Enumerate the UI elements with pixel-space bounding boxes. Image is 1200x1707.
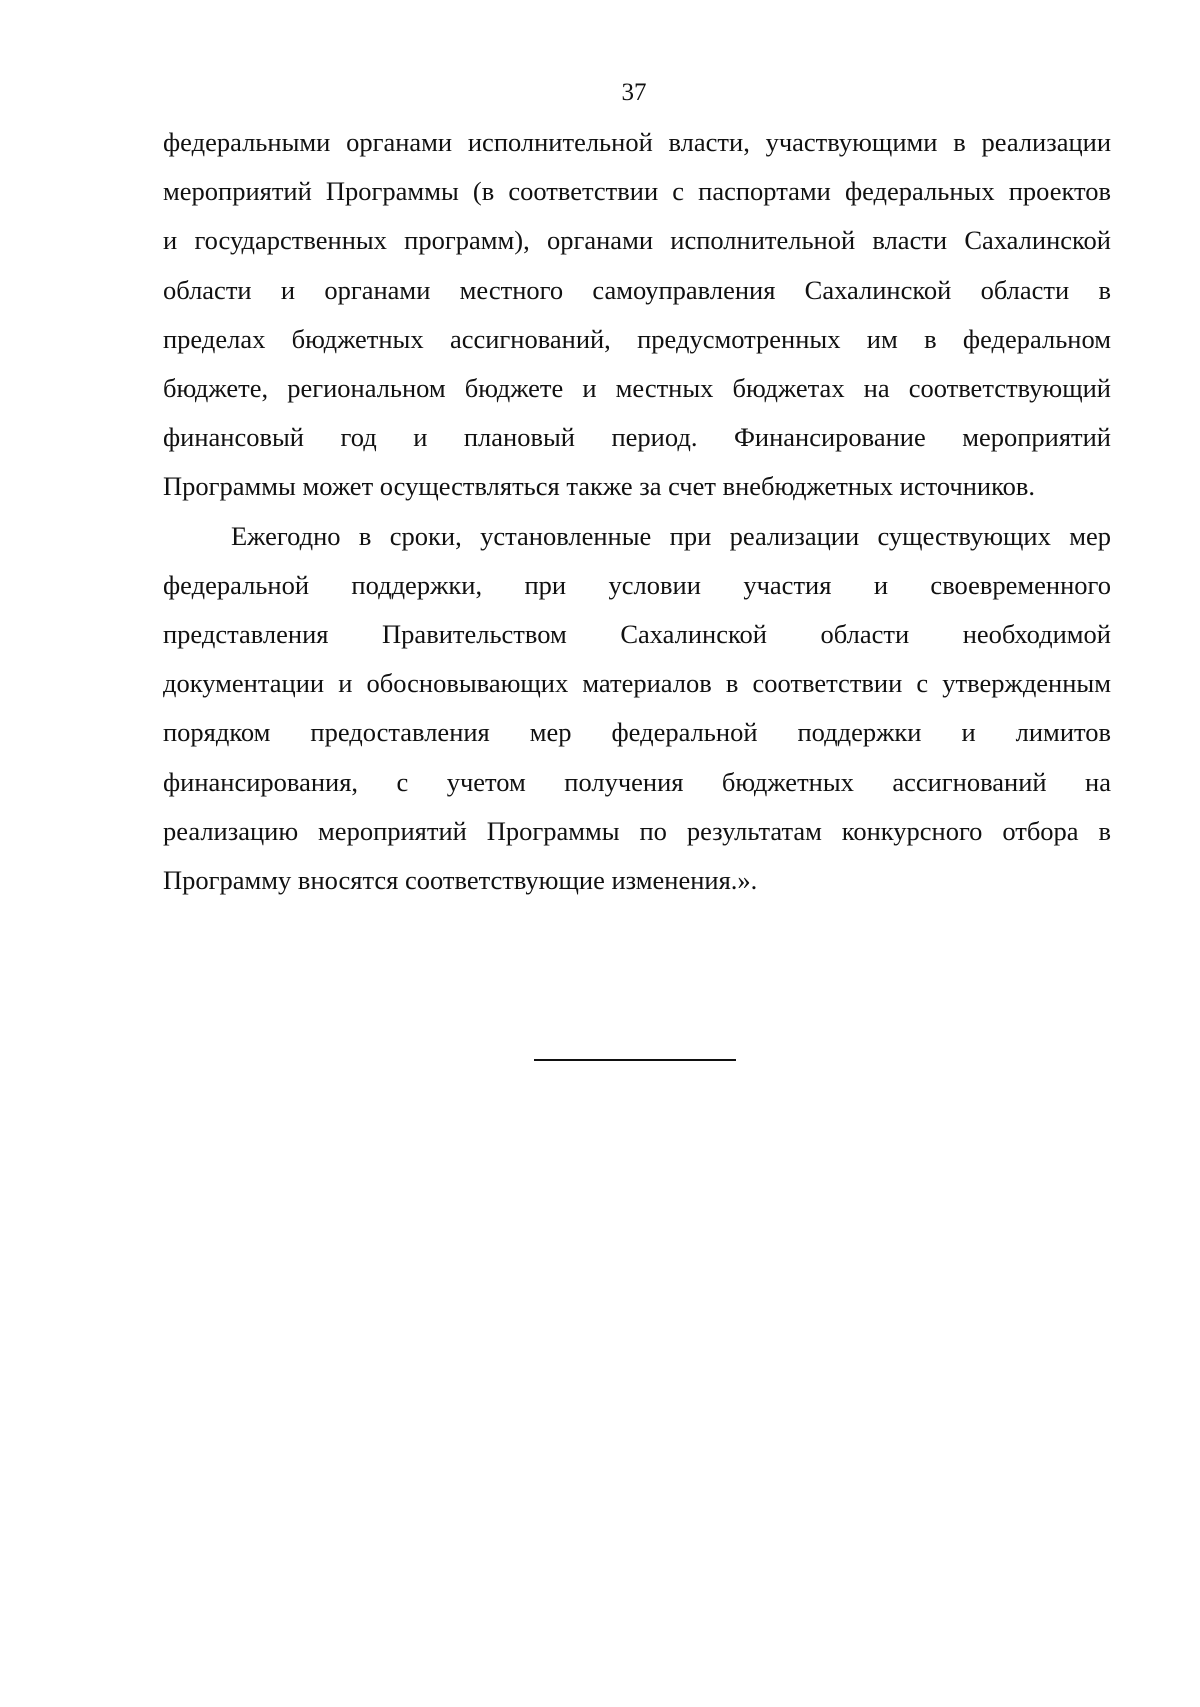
paragraph-1 bbox=[163, 118, 1111, 512]
text-line: федеральной поддержки, при условии участия и своевременного bbox=[163, 569, 1111, 600]
text-line: пределах бюджетных ассигнований, предусмотренных им в федеральном bbox=[163, 323, 1111, 354]
body-text bbox=[163, 118, 1111, 905]
text-line: бюджете, региональном бюджете и местных бюджетах на соответствующий bbox=[163, 373, 1111, 404]
text-line: порядком предоставления мер федеральной поддержки и лимитов bbox=[163, 717, 1111, 748]
text-line: финансирования, с учетом получения бюджетных ассигнований на bbox=[163, 766, 1111, 797]
text-line: и государственных программ), органами исполнительной власти Сахалинской bbox=[163, 225, 1111, 256]
page-number: 37 bbox=[621, 79, 647, 106]
text-line: области и органами местного самоуправления Сахалинской области в bbox=[163, 274, 1111, 305]
text-line: реализацию мероприятий Программы по результатам конкурсного отбора в bbox=[163, 815, 1111, 846]
text-line: федеральными органами исполнительной власти, участвующими в реализации bbox=[163, 127, 1111, 157]
text-line: Программы может осуществляться также за счет внебюджетных источников. bbox=[163, 471, 1035, 502]
text-line: Ежегодно в сроки, установленные при реализации существующих мер bbox=[231, 520, 1111, 551]
text-line: Программу вносятся соответствующие изменения.». bbox=[163, 865, 758, 896]
text-line: документации и обосновывающих материалов в соответствии с утвержденным bbox=[163, 668, 1111, 699]
text-line: финансовый год и плановый период. Финансирование мероприятий bbox=[163, 422, 1111, 453]
end-separator-line bbox=[534, 1059, 736, 1061]
text-line: представления Правительством Сахалинской области необходимой bbox=[163, 619, 1111, 650]
text-line: мероприятий Программы (в соответствии с паспортами федеральных проектов bbox=[163, 176, 1111, 207]
paragraph-2 bbox=[163, 512, 1111, 906]
